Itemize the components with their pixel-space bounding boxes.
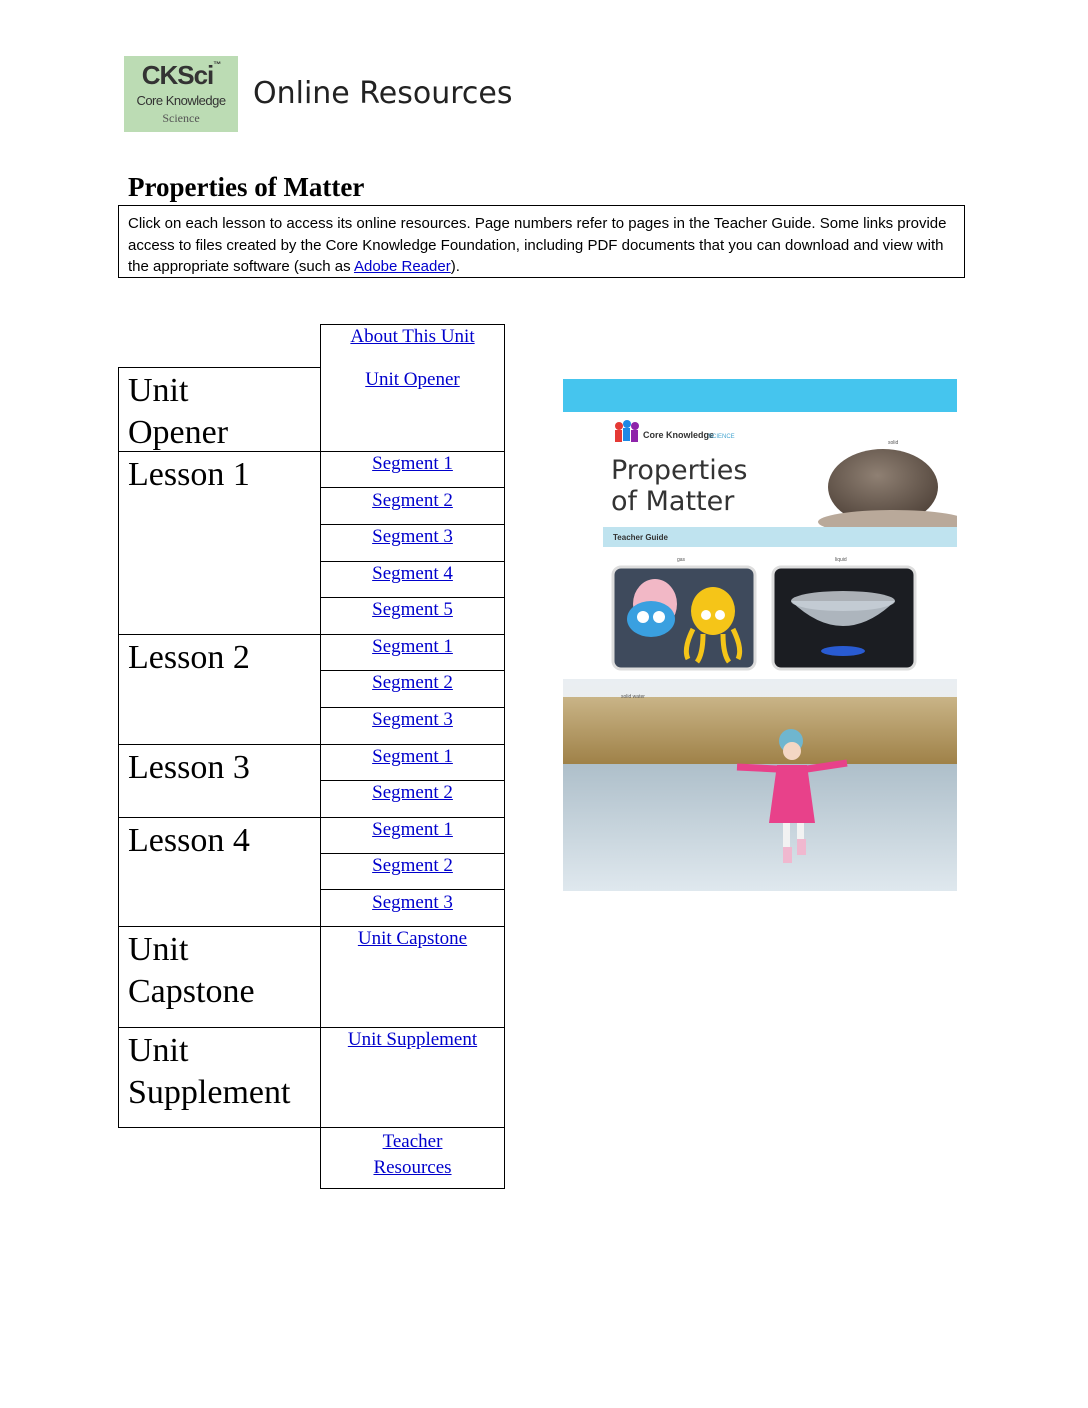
about-this-unit-link[interactable]: About This Unit [350, 326, 475, 347]
svg-text:solid: solid [888, 440, 899, 446]
page-header-title: Online Resources [253, 76, 513, 111]
intro-text-end: ). [450, 258, 460, 275]
lesson-1-segment-1-link[interactable]: Segment 1 [372, 453, 453, 474]
lesson-1-label: Lesson 1 [128, 456, 250, 493]
cover-title-line2: of Matter [611, 486, 735, 517]
cksci-logo [124, 56, 238, 132]
lesson-3-segment-2-link[interactable]: Segment 2 [372, 782, 453, 803]
unit-supplement-link[interactable]: Unit Supplement [347, 1029, 478, 1050]
svg-text:gas: gas [677, 557, 686, 563]
lesson-4-segment-3-link[interactable]: Segment 3 [372, 892, 453, 913]
unit-capstone-label: Unit Capstone [128, 931, 255, 1010]
lesson-2-segment-1-link[interactable]: Segment 1 [372, 636, 453, 657]
adobe-reader-link[interactable]: Adobe Reader [353, 258, 451, 275]
cover-ice [563, 764, 957, 891]
lesson-4-segment-2-link[interactable]: Segment 2 [372, 855, 453, 876]
cover-brand-logo [615, 420, 639, 442]
logo-line2: Core Knowledge [136, 93, 226, 108]
cover-brand-sci: SCIENCE [708, 434, 735, 440]
cover-title-line1: Properties [611, 455, 748, 486]
cover-subtitle: Teacher Guide [613, 533, 668, 542]
cover-top-bar [563, 379, 957, 412]
cover-grass [563, 697, 957, 767]
lesson-2-segment-2-link[interactable]: Segment 2 [372, 672, 453, 693]
lesson-1-segment-5-link[interactable]: Segment 5 [372, 599, 453, 620]
intro-box [118, 205, 965, 278]
lesson-3-label: Lesson 3 [128, 749, 250, 786]
lesson-1-segment-4-link[interactable]: Segment 4 [372, 563, 453, 584]
unit-title: Properties of Matter [128, 172, 365, 202]
unit-opener-link[interactable]: Unit Opener [365, 369, 460, 390]
lesson-2-label: Lesson 2 [128, 639, 250, 676]
lesson-4-label: Lesson 4 [128, 822, 250, 859]
lesson-3-segment-1-link[interactable]: Segment 1 [372, 746, 453, 767]
svg-text:liquid: liquid [835, 557, 847, 563]
unit-capstone-link[interactable]: Unit Capstone [357, 928, 468, 949]
lesson-4-segment-1-link[interactable]: Segment 1 [372, 819, 453, 840]
svg-text:solid water: solid water [621, 694, 645, 700]
teacher-guide-cover-image [563, 379, 957, 891]
unit-supplement-label: Unit Supplement [128, 1032, 291, 1111]
unit-opener-label: Unit Opener [128, 372, 229, 451]
lesson-1-segment-2-link[interactable]: Segment 2 [372, 490, 453, 511]
intro-text: Click on each lesson to access its online resources. Page numbers refer to pages in the Teacher Guide. Some links provide access to files created by the Core Knowledge Foundation, including PDF documents that you can download and view with the appropriate software (such as [128, 215, 947, 275]
cover-brand-text: Core Knowledge [643, 430, 715, 440]
teacher-resources-link[interactable]: Teacher Resources [373, 1131, 452, 1178]
logo-line3: Science [162, 111, 200, 125]
cover-illustration [563, 379, 957, 891]
logo-main-text: CKSci™ [141, 60, 221, 90]
lesson-2-segment-3-link[interactable]: Segment 3 [372, 709, 453, 730]
lesson-1-segment-3-link[interactable]: Segment 3 [372, 526, 453, 547]
